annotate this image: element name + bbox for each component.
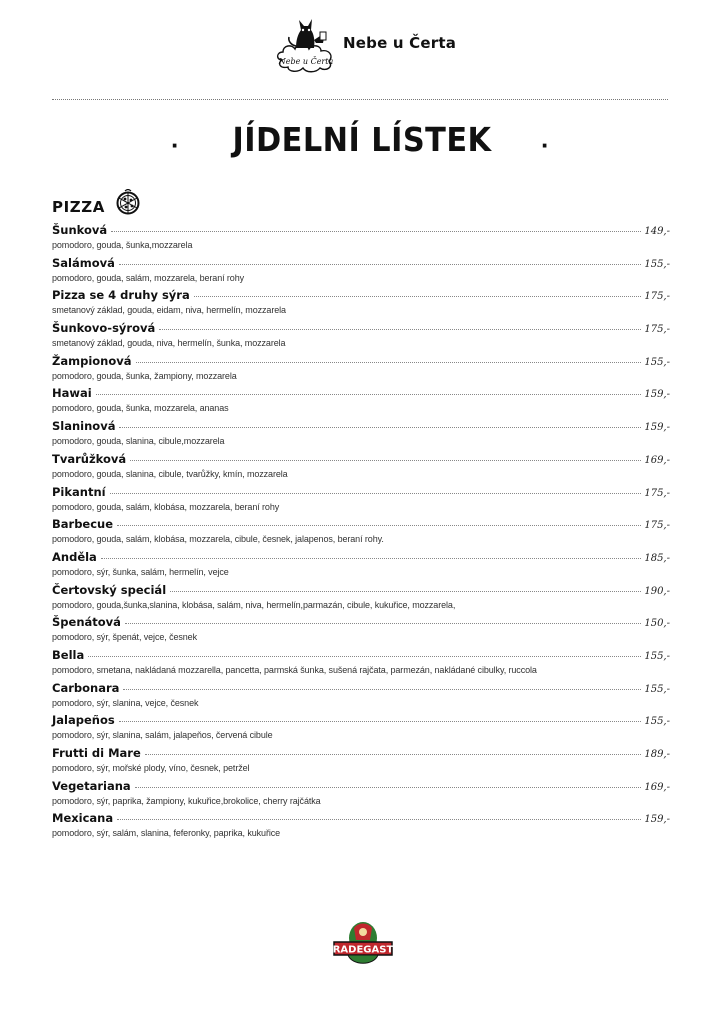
menu-item-name: Barbecue xyxy=(52,517,114,532)
menu-item xyxy=(52,223,670,256)
menu-item-header xyxy=(52,517,670,533)
menu-item xyxy=(52,256,670,289)
divider xyxy=(52,99,668,100)
menu-item-name: Mexicana xyxy=(52,811,114,826)
logo-script-text: Nebe u Čerta xyxy=(278,57,334,66)
menu-item xyxy=(52,354,670,387)
title-bullet-left: · xyxy=(171,130,180,160)
dotted-leader xyxy=(117,819,641,820)
dotted-leader xyxy=(96,394,642,395)
menu-item-name: Čertovský speciál xyxy=(52,582,167,597)
menu-item xyxy=(52,583,670,616)
menu-item-name: Vegetariana xyxy=(52,778,131,793)
menu-item-name: Salámová xyxy=(52,255,115,270)
menu-item xyxy=(52,288,670,321)
menu-item xyxy=(52,811,670,844)
dotted-leader xyxy=(119,264,641,265)
dotted-leader xyxy=(123,689,641,690)
radegast-logo-text: RADEGAST xyxy=(332,944,394,956)
menu-item-name: Frutti di Mare xyxy=(52,746,141,760)
menu-item-price: 159,- xyxy=(644,814,670,826)
menu-item-description: pomodoro, sýr, špenát, vejce, česnek xyxy=(52,632,197,643)
menu-item-description: pomodoro, sýr, paprika, žampiony, kukuřice,brokolice, cherry rajčátka xyxy=(52,795,321,806)
menu-item-price: 190,- xyxy=(644,585,670,597)
dotted-leader xyxy=(159,329,641,330)
menu-item-price: 155,- xyxy=(644,356,670,368)
menu-item xyxy=(52,517,670,550)
menu-item-description: pomodoro, gouda, slanina, cibule, tvarůžky, kmín, mozzarela xyxy=(52,468,288,479)
menu-item-price: 155,- xyxy=(644,716,670,728)
menu-item-description: pomodoro, sýr, mořské plody, víno, česnek, petržel xyxy=(52,763,250,773)
menu-item-price: 155,- xyxy=(644,258,670,270)
menu-item-description: pomodoro, sýr, salám, slanina, feferonky, paprika, kukuřice xyxy=(52,828,281,839)
menu-item xyxy=(52,648,670,681)
menu-item-header xyxy=(52,223,670,239)
dotted-leader xyxy=(145,754,642,755)
dotted-leader xyxy=(111,231,641,232)
menu-item-header xyxy=(52,583,670,599)
menu-item-description: smetanový základ, gouda, niva, hermelín, šunka, mozzarela xyxy=(52,338,286,349)
menu-item-price: 155,- xyxy=(644,683,670,695)
dotted-leader xyxy=(119,427,641,428)
menu-item-description: pomodoro, sýr, slanina, salám, jalapeňos, červená cibule xyxy=(52,730,273,741)
menu-item-price: 175,- xyxy=(644,291,670,303)
dotted-leader xyxy=(119,721,642,722)
menu-item-description: pomodoro, gouda, salám, klobása, mozzarela, beraní rohy xyxy=(52,501,280,512)
menu-item-header xyxy=(52,419,670,435)
menu-item-header xyxy=(52,321,670,337)
menu-item-description: pomodoro, sýr, slanina, vejce, česnek xyxy=(52,697,199,708)
menu-item-price: 149,- xyxy=(644,226,670,237)
menu-item xyxy=(52,779,670,812)
menu-item-description: pomodoro, gouda, šunka,mozzarela xyxy=(52,240,193,250)
menu-item xyxy=(52,386,670,419)
menu-item xyxy=(52,550,670,583)
menu-item-header xyxy=(52,550,670,566)
menu-item-header xyxy=(52,256,670,272)
menu-item-price: 175,- xyxy=(644,487,670,499)
menu-item-price: 150,- xyxy=(644,618,670,630)
menu-item-price: 169,- xyxy=(644,454,670,466)
header xyxy=(0,0,724,100)
menu-item-header xyxy=(52,779,670,795)
menu-item-name: Šunková xyxy=(52,223,108,237)
menu-item-header xyxy=(52,452,670,468)
menu-item-name: Carbonara xyxy=(52,680,120,695)
menu-item-header xyxy=(52,288,670,304)
dotted-leader xyxy=(135,787,642,788)
menu-item-description: pomodoro, gouda, šunka, žampiony, mozzarela xyxy=(52,370,237,381)
menu-item-price: 159,- xyxy=(644,422,670,434)
menu-item-price: 189,- xyxy=(644,749,670,760)
menu-item-price: 155,- xyxy=(644,650,670,662)
title-bullet-right: · xyxy=(541,130,550,160)
menu-item-header xyxy=(52,681,670,697)
dotted-leader xyxy=(110,493,642,494)
menu-item-name: Tvarůžková xyxy=(52,451,127,466)
menu-item-name: Slaninová xyxy=(52,419,116,434)
menu-item-name: Pikantní xyxy=(52,484,106,499)
restaurant-name: Nebe u Čerta xyxy=(343,34,457,52)
menu-item-name: Bella xyxy=(52,647,85,662)
menu-item-header xyxy=(52,485,670,501)
menu-item-name: Pizza se 4 druhy sýra xyxy=(52,288,190,303)
menu-item-price: 175,- xyxy=(644,324,670,336)
menu-item xyxy=(52,746,670,779)
menu-item-description: pomodoro, gouda,šunka,slanina, klobása, salám, niva, hermelín,parmazán, cibule, kukuřice, mozzarela, xyxy=(52,599,456,610)
menu-item-name: Anděla xyxy=(52,549,97,564)
menu-item-price: 169,- xyxy=(644,781,670,793)
menu-item-header xyxy=(52,386,670,402)
menu-item-description: pomodoro, gouda, salám, klobása, mozzarela, cibule, česnek, jalapenos, beraní rohy. xyxy=(52,534,384,545)
menu-item xyxy=(52,713,670,746)
dotted-leader xyxy=(130,460,641,461)
menu-item-header xyxy=(52,811,670,827)
dotted-leader xyxy=(136,362,642,363)
section-title: PIZZA xyxy=(52,198,105,216)
menu-item xyxy=(52,321,670,354)
menu-item-description: pomodoro, gouda, slanina, cibule,mozzarela xyxy=(52,436,225,447)
dotted-leader xyxy=(101,558,642,559)
menu-item-description: smetanový základ, gouda, eidam, niva, hermelín, mozzarela xyxy=(52,305,286,316)
menu-item-description: pomodoro, sýr, šunka, salám, hermelín, vejce xyxy=(52,566,229,577)
menu-list xyxy=(52,223,670,844)
dotted-leader xyxy=(125,623,641,624)
menu-item-name: Žampionová xyxy=(52,353,132,368)
menu-item-price: 159,- xyxy=(644,389,670,401)
page-title: JÍDELNÍ LÍSTEK xyxy=(232,120,492,159)
menu-item-header xyxy=(52,648,670,664)
menu-item xyxy=(52,681,670,714)
menu-item-price: 185,- xyxy=(644,552,670,564)
menu-item-header xyxy=(52,746,670,762)
menu-item xyxy=(52,419,670,452)
menu-item-header xyxy=(52,354,670,370)
menu-item xyxy=(52,452,670,485)
menu-item xyxy=(52,485,670,518)
devil-cat-logo-icon xyxy=(274,12,338,74)
menu-item-name: Šunkovo-sýrová xyxy=(52,321,156,336)
dotted-leader xyxy=(194,296,642,297)
dotted-leader xyxy=(170,591,641,592)
dotted-leader xyxy=(88,656,641,657)
dotted-leader xyxy=(117,525,641,526)
menu-item-description: pomodoro, gouda, salám, mozzarela, beraní rohy xyxy=(52,272,245,283)
menu-item-description: pomodoro, gouda, šunka, mozzarela, ananas xyxy=(52,403,229,414)
menu-item-header xyxy=(52,615,670,631)
menu-item-description: pomodoro, smetana, nakládaná mozzarella, pancetta, parmská šunka, sušená rajčata, parmezán, nakládané cibulky, ruccola xyxy=(52,664,537,675)
menu-item-name: Hawai xyxy=(52,386,92,401)
radegast-logo-icon xyxy=(330,918,396,970)
menu-item-name: Špenátová xyxy=(52,615,121,630)
menu-item-header xyxy=(52,713,670,729)
menu-item-price: 175,- xyxy=(644,520,670,532)
menu-item xyxy=(52,615,670,648)
title-row xyxy=(0,112,724,168)
pizza-icon xyxy=(116,189,140,217)
menu-item-name: Jalapeños xyxy=(52,713,115,728)
